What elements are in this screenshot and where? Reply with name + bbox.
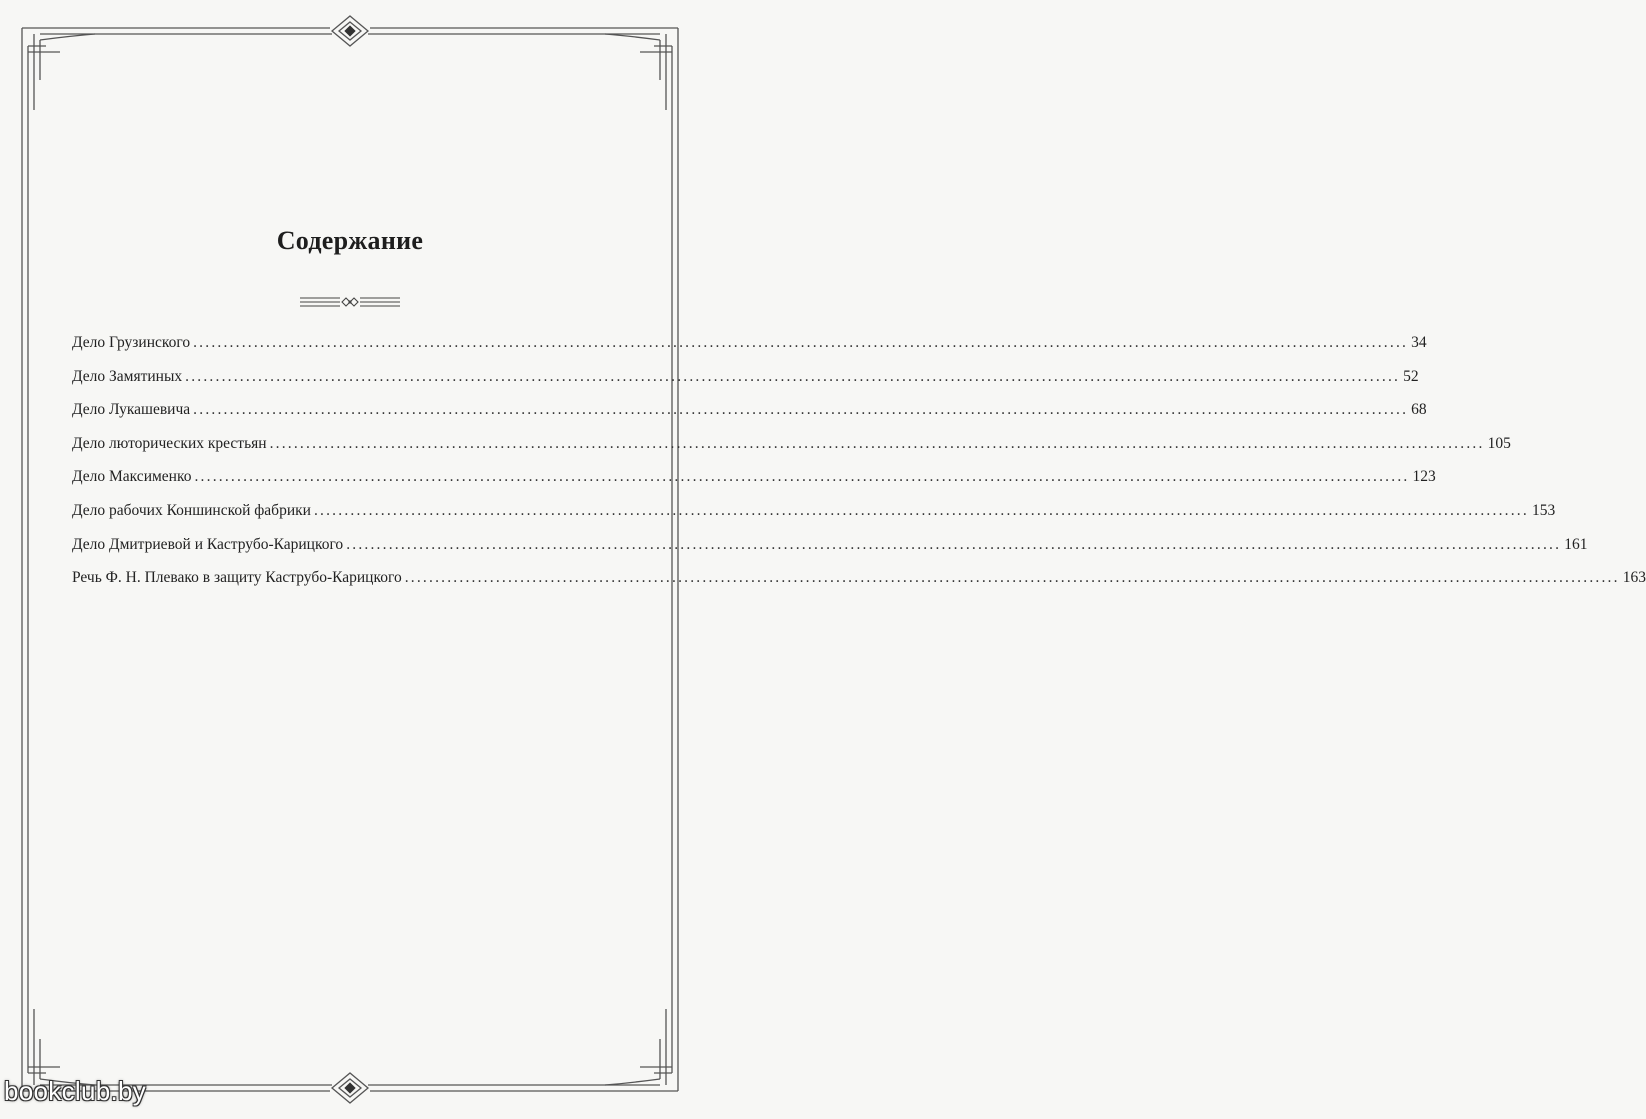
watermark: bookclub.by <box>4 1076 147 1106</box>
toc-entry <box>72 401 1427 435</box>
toc-entry-title: Дело Дмитриевой и Каструбо-Карицкого <box>72 535 344 553</box>
ornament-divider-icon <box>298 291 402 313</box>
toc-dot-leader: ........................................................................................................................................................................................................ <box>313 501 1529 519</box>
toc-entry <box>72 501 1556 536</box>
toc-dot-leader: ........................................................................................................................................................................................................ <box>193 334 1409 351</box>
table-of-contents <box>72 334 1646 603</box>
toc-entry-title: Дело Замятиных <box>72 367 183 385</box>
toc-dot-leader: ........................................................................................................................................................................................................ <box>346 535 1562 553</box>
toc-entry <box>72 569 1646 603</box>
toc-entry <box>72 334 1427 368</box>
toc-entry-page-number: 68 <box>1411 401 1427 419</box>
toc-dot-leader: ........................................................................................................................................................................................................ <box>269 434 1485 452</box>
toc-entry-title: Дело Лукашевича <box>72 401 191 419</box>
toc-entry-page-number: 161 <box>1564 535 1588 553</box>
toc-entry-page-number: 105 <box>1487 434 1511 452</box>
toc-entry <box>72 468 1436 502</box>
toc-entry-title: Речь Ф. Н. Плевако в защиту Каструбо-Карицкого <box>72 569 402 587</box>
toc-dot-leader: ........................................................................................................................................................................................................ <box>185 367 1401 385</box>
toc-dot-leader: ........................................................................................................................................................................................................ <box>194 468 1410 486</box>
toc-entry-page-number: 153 <box>1531 501 1556 519</box>
toc-dot-leader: ........................................................................................................................................................................................................ <box>193 401 1409 419</box>
toc-entry <box>72 367 1419 402</box>
toc-dot-leader: ........................................................................................................................................................................................................ <box>404 569 1620 587</box>
toc-entry-title: Дело люторических крестьян <box>72 434 267 452</box>
toc-entry <box>72 434 1511 469</box>
toc-entry-page-number: 34 <box>1411 334 1427 351</box>
toc-entry-page-number: 52 <box>1403 367 1419 385</box>
toc-entry <box>72 535 1588 570</box>
toc-entry-title: Дело Грузинского <box>72 334 191 351</box>
toc-entry-title: Дело Максименко <box>72 468 192 486</box>
toc-entry-page-number: 163 <box>1622 569 1646 587</box>
page-title: Содержание <box>276 226 424 255</box>
toc-entry-title: Дело рабочих Коншинской фабрики <box>72 501 311 519</box>
toc-entry-page-number: 123 <box>1412 468 1436 486</box>
